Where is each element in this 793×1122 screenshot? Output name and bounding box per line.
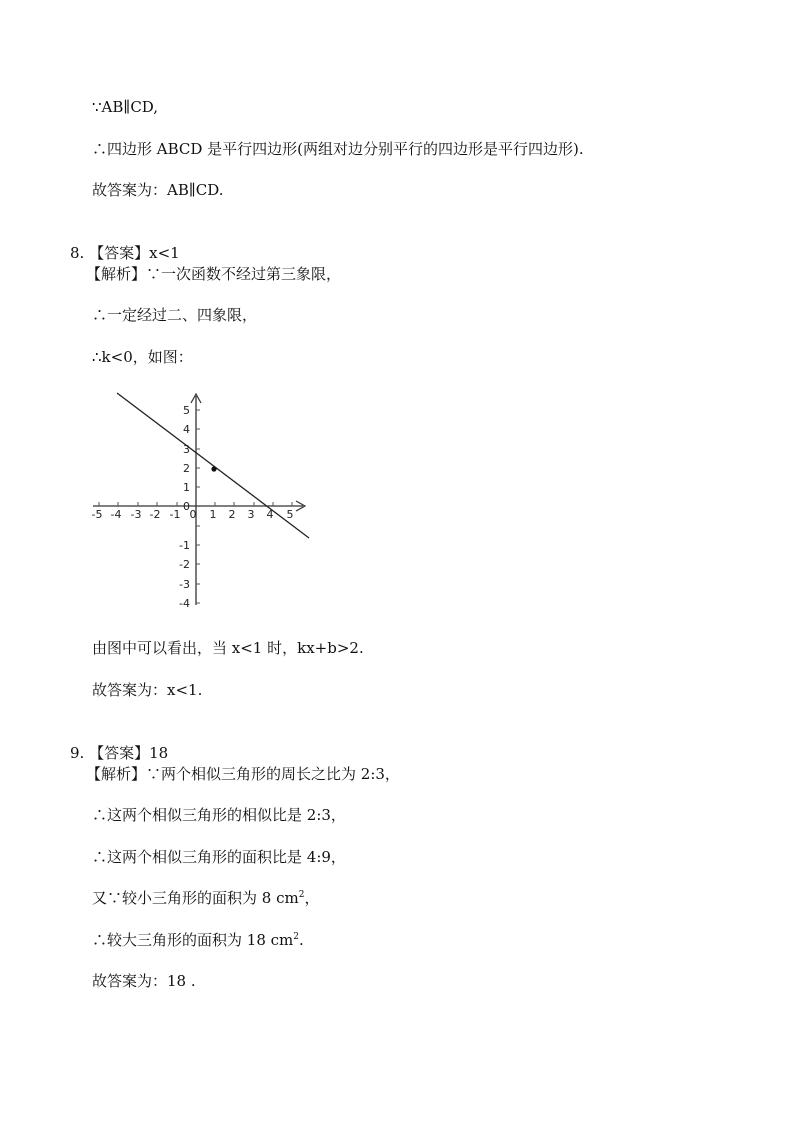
svg-text:5: 5 [286, 508, 294, 521]
q8-line-5: 故答案为：x<1. [92, 681, 203, 699]
q9-answer-row [70, 744, 168, 762]
q9-line-5 [92, 931, 304, 949]
q8-answer-label: 【答案】 [89, 244, 150, 262]
q9-line-4-text: 又∵较小三角形的面积为 8 cm [92, 889, 299, 907]
svg-text:-4: -4 [110, 508, 122, 521]
q9-line-4-sup: 2 [298, 890, 305, 900]
q8-answer-row [70, 244, 180, 262]
q8-analysis-row [86, 265, 341, 283]
svg-text:0: 0 [189, 508, 197, 521]
q9-line-2: ∴这两个相似三角形的相似比是 2:3， [92, 806, 346, 824]
svg-text:-2: -2 [179, 558, 190, 571]
svg-text:5: 5 [183, 404, 190, 417]
q9-line-4-end: ， [304, 889, 320, 907]
svg-text:-4: -4 [179, 597, 190, 610]
q9-line-3: ∴这两个相似三角形的面积比是 4:9， [92, 848, 346, 866]
q9-line-6: 故答案为：18 . [92, 972, 196, 990]
q9-line-5-text: ∴较大三角形的面积为 18 cm [92, 931, 294, 949]
q8-number: 8. [70, 244, 85, 262]
q9-answer-label: 【答案】 [89, 744, 150, 762]
sec7-line-3: 故答案为：AB∥CD. [92, 181, 224, 199]
q9-line-4 [92, 889, 319, 907]
svg-text:-3: -3 [179, 578, 190, 591]
sec7-line-2: ∴四边形 ABCD 是平行四边形(两组对边分别平行的四边形是平行四边形). [92, 140, 584, 158]
q8-line-4: 由图中可以看出，当 x<1 时，kx+b>2. [92, 639, 364, 657]
q8-analysis-text: ∵一次函数不经过第三象限， [146, 265, 342, 283]
svg-text:-3: -3 [130, 508, 142, 521]
svg-text:3: 3 [247, 508, 255, 521]
svg-text:2: 2 [228, 508, 236, 521]
q9-number: 9. [70, 744, 85, 762]
svg-text:-1: -1 [169, 508, 181, 521]
svg-text:0: 0 [183, 500, 190, 513]
q9-analysis-label: 【解析】 [86, 765, 147, 783]
q9-answer: 18 [149, 744, 169, 762]
q8-line-3: ∴k<0，如图： [92, 348, 193, 366]
sec7-line-1: ∵AB∥CD, [92, 98, 159, 116]
svg-text:1: 1 [209, 508, 217, 521]
q9-line-5-sup: 2 [293, 932, 299, 942]
linear-function-graph [85, 385, 315, 615]
svg-text:3: 3 [183, 443, 190, 456]
q9-analysis-row [86, 765, 400, 783]
svg-text:-1: -1 [179, 539, 190, 552]
svg-text:4: 4 [183, 423, 190, 436]
svg-text:1: 1 [183, 481, 190, 494]
point-1-2 [211, 466, 216, 471]
svg-text:2: 2 [183, 462, 190, 475]
svg-text:4: 4 [266, 508, 274, 521]
q8-analysis-label: 【解析】 [86, 265, 147, 283]
svg-text:-5: -5 [91, 508, 103, 521]
q9-analysis-text: ∵两个相似三角形的周长之比为 2:3， [146, 765, 400, 783]
q9-line-5-end: . [298, 931, 304, 949]
q8-line-2: ∴一定经过二、四象限， [92, 306, 258, 324]
svg-text:-2: -2 [149, 508, 161, 521]
q8-answer: x<1 [149, 244, 180, 262]
